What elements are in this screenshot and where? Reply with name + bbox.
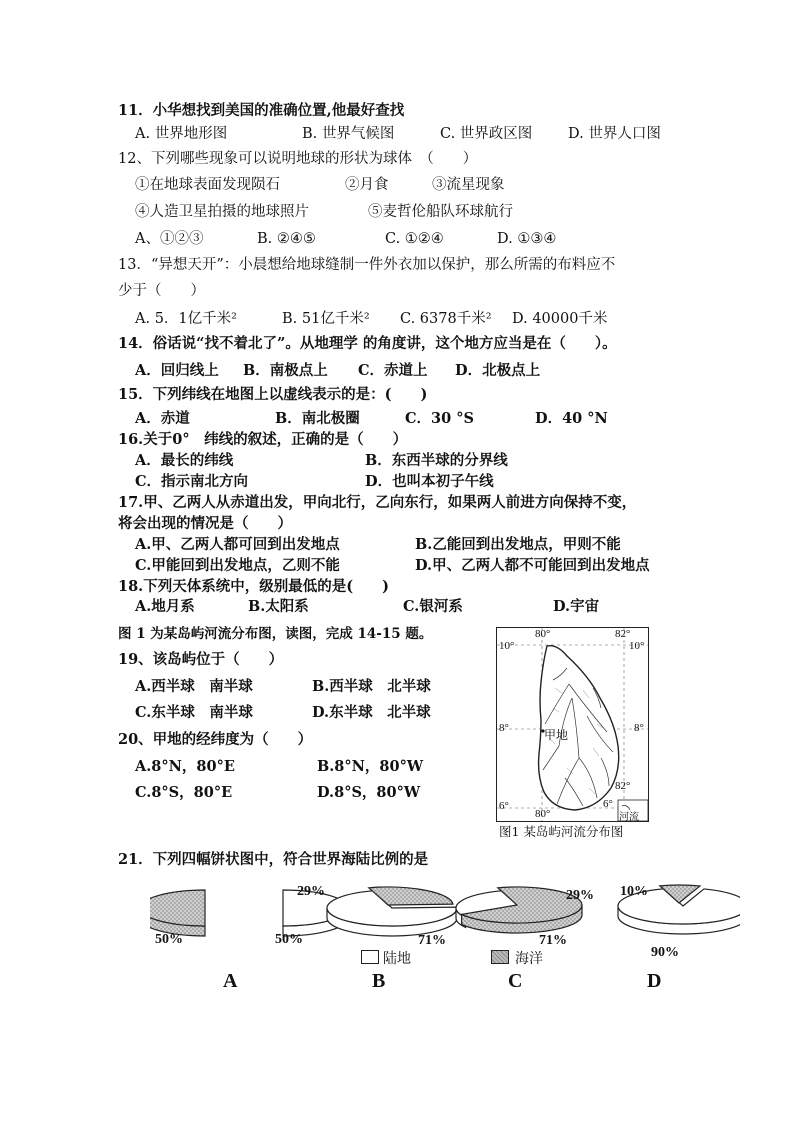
q18-option-b: B.太阳系 [248,598,309,615]
q11-option-c: C. 世界政区图 [440,126,533,142]
q16-option-a: A．最长的纬线 [135,452,234,469]
pie-b-label-bottom: 71% [418,933,446,948]
pie-d-letter: D [647,970,662,992]
q16-option-b: B．东西半球的分界线 [365,452,508,469]
legend-land-label: 陆地 [383,951,411,967]
legend-river-label: 河流 [619,812,639,823]
lat-label-10-left: 10° [499,640,515,652]
lat-label-10-right: 10° [629,640,645,652]
q20-option-b: B.8°N，80°W [317,758,424,775]
q12-item-3: ③流星现象 [432,177,505,193]
q11-option-b: B. 世界气候图 [302,126,395,142]
lon-label-80-bottom: 80° [535,808,551,820]
legend-ocean-swatch [491,950,509,964]
q16-option-c: C．指示南北方向 [135,473,249,490]
q15-option-d: D．40 °N [535,410,608,427]
pie-a-ocean-slice [150,890,205,926]
q15-option-b: B．南北极圈 [275,410,360,427]
q12-option-c: C. ①②④ [385,231,444,247]
lat-label-8-right: 8° [634,722,644,734]
q20-option-d: D.8°S，80°W [317,784,421,801]
q14-stem: 14．俗话说“找不着北了”。从地理学 的角度讲，这个地方应当是在（ ）。 [118,335,617,352]
q17-stem-line1: 17.甲、乙两人从赤道出发，甲向北行，乙向东行，如果两人前进方向保持不变， [118,494,637,511]
lon-label-82-bottom: 82° [615,780,631,792]
pie-a-label-right: 50% [275,932,303,947]
q15-stem: 15．下列纬线在地图上以虚线表示的是：( ) [118,386,428,403]
map-caption: 图1 某岛屿河流分布图 [499,824,624,839]
q19-option-d: D.东半球 北半球 [312,704,431,721]
q14-option-b: B．南极点上 [243,362,328,379]
lon-label-82-top: 82° [615,628,631,640]
q13-option-a: A. 5．1亿千米² [135,311,237,327]
lat-label-6-right: 6° [603,798,613,810]
pie-c-letter: C [508,970,523,992]
q11-option-d: D. 世界人口图 [568,126,661,142]
q19-option-a: A.西半球 南半球 [135,678,253,695]
figure-intro: 图 1 为某岛屿河流分布图，读图，完成 14-15 题。 [118,626,433,642]
q16-option-d: D．也叫本初子午线 [365,473,494,490]
lat-label-8-left: 8° [499,722,509,734]
q19-option-b: B.西半球 北半球 [312,678,431,695]
q13-option-c: C. 6378千米² [400,311,492,327]
place-label-jia: 甲地 [544,728,569,742]
island-river-map [496,627,649,822]
q12-item-1: ①在地球表面发现陨石 [135,177,280,193]
q11-option-a: A. 世界地形图 [135,126,228,142]
q13-option-b: B. 51亿千米² [282,311,370,327]
q15-option-c: C．30 °S [405,410,474,427]
q20-option-c: C.8°S，80°E [135,784,233,801]
pie-b-letter: B [372,970,386,992]
q21-stem: 21．下列四幅饼状图中，符合世界海陆比例的是 [118,851,429,868]
pie-b-label-top: 29% [297,884,325,899]
lon-label-80-top: 80° [535,628,551,640]
q13-stem-line1: 13．“异想天开”：小晨想给地球缝制一件外衣加以保护，那么所需的布料应不 [118,257,616,273]
q11-stem: 11．小华想找到美国的准确位置,他最好查找 [118,102,405,119]
island-map-drawing [497,628,648,821]
pie-c-label-top: 29% [566,888,594,903]
q19-option-c: C.东半球 南半球 [135,704,253,721]
pie-a-label-left: 50% [155,932,183,947]
q17-option-b: B.乙能回到出发地点，甲则不能 [415,536,621,553]
q12-option-d: D. ①③④ [497,231,557,247]
q18-option-a: A.地月系 [135,598,195,615]
pie-d-label-top: 10% [620,884,648,899]
q18-option-d: D.宇宙 [553,598,600,615]
q13-stem-line2: 少于（ ） [118,283,205,299]
q18-option-c: C.银河系 [403,598,463,615]
q12-option-a: A、①②③ [135,231,204,247]
q17-option-a: A.甲、乙两人都可回到出发地点 [135,536,340,553]
q16-stem: 16.关于0° 纬线的叙述，正确的是（ ） [118,431,408,448]
q17-option-c: C.甲能回到出发地点，乙则不能 [135,557,340,574]
q12-stem: 12、下列哪些现象可以说明地球的形状为球体 （ ） [118,151,478,167]
q20-option-a: A.8°N，80°E [135,758,235,775]
q13-option-d: D. 40000千米 [512,311,608,327]
q20-stem: 20、甲地的经纬度为（ ） [118,731,313,748]
q12-item-4: ④人造卫星拍摄的地球照片 [135,204,309,220]
q14-option-a: A．回归线上 [135,362,219,379]
q17-option-d: D.甲、乙两人都不可能回到出发地点 [415,557,650,574]
q18-stem: 18.下列天体系统中，级别最低的是( ) [118,578,389,595]
q15-option-a: A．赤道 [135,410,190,427]
q14-option-c: C．赤道上 [358,362,428,379]
q12-item-2: ②月食 [345,177,389,193]
pie-c-label-bottom: 71% [539,933,567,948]
legend-ocean-label: 海洋 [515,951,543,967]
legend-land-swatch [361,950,379,964]
q19-stem: 19、该岛屿位于（ ） [118,651,284,668]
q12-option-b: B. ②④⑤ [257,231,316,247]
q12-item-5: ⑤麦哲伦船队环球航行 [368,204,513,220]
q14-option-d: D．北极点上 [455,362,541,379]
pie-a-letter: A [223,970,238,992]
pie-d-label-bottom: 90% [651,945,679,960]
q17-stem-line2: 将会出现的情况是（ ） [118,515,292,532]
lat-label-6-left: 6° [499,800,509,812]
